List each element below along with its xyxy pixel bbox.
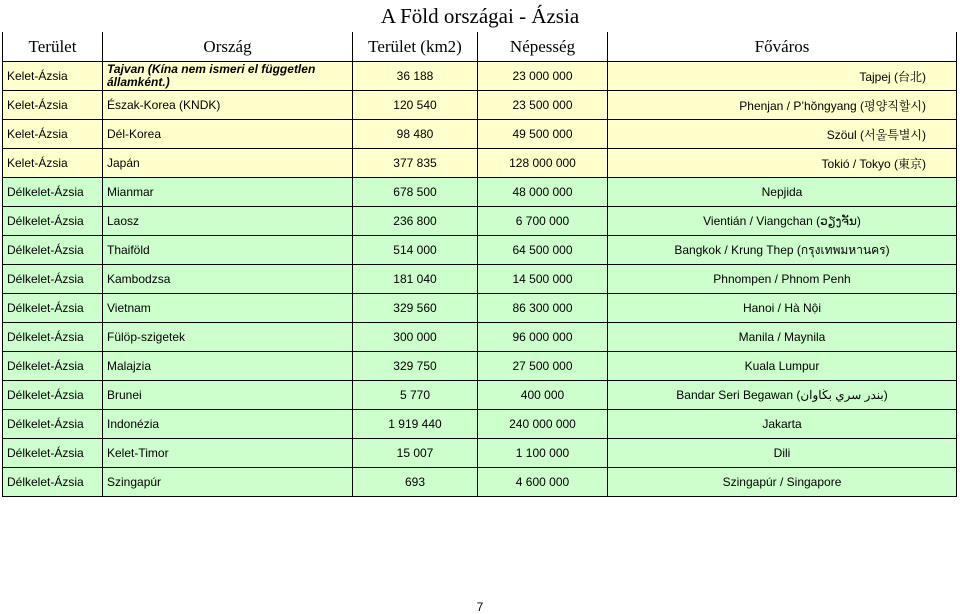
cell-region: Délkelet-Ázsia bbox=[3, 236, 103, 265]
header-region: Terület bbox=[3, 32, 103, 62]
cell-area: 15 007 bbox=[353, 439, 478, 468]
cell-country: Japán bbox=[103, 149, 353, 178]
cell-population: 4 600 000 bbox=[478, 468, 608, 497]
cell-population: 27 500 000 bbox=[478, 352, 608, 381]
header-capital: Főváros bbox=[608, 32, 957, 62]
cell-capital: Hanoi / Hà Nội bbox=[608, 294, 957, 323]
header-area: Terület (km2) bbox=[353, 32, 478, 62]
cell-capital: Szöul (서울특별시) bbox=[608, 120, 957, 149]
header-country: Ország bbox=[103, 32, 353, 62]
cell-region: Délkelet-Ázsia bbox=[3, 410, 103, 439]
cell-capital: Phenjan / P’hŏngyang (평양직할시) bbox=[608, 91, 957, 120]
cell-population: 6 700 000 bbox=[478, 207, 608, 236]
table-row bbox=[3, 265, 957, 294]
table-row bbox=[3, 91, 957, 120]
cell-area: 120 540 bbox=[353, 91, 478, 120]
table-row bbox=[3, 439, 957, 468]
cell-region: Kelet-Ázsia bbox=[3, 149, 103, 178]
cell-population: 86 300 000 bbox=[478, 294, 608, 323]
cell-capital: Bangkok / Krung Thep (กรุงเทพมหานคร) bbox=[608, 236, 957, 265]
cell-area: 98 480 bbox=[353, 120, 478, 149]
cell-area: 300 000 bbox=[353, 323, 478, 352]
cell-area: 236 800 bbox=[353, 207, 478, 236]
cell-region: Délkelet-Ázsia bbox=[3, 468, 103, 497]
cell-area: 36 188 bbox=[353, 62, 478, 91]
cell-area: 329 750 bbox=[353, 352, 478, 381]
cell-region: Délkelet-Ázsia bbox=[3, 178, 103, 207]
cell-capital: Dili bbox=[608, 439, 957, 468]
cell-capital: Tokió / Tokyo (東京) bbox=[608, 149, 957, 178]
table-row bbox=[3, 468, 957, 497]
cell-population: 128 000 000 bbox=[478, 149, 608, 178]
cell-area: 181 040 bbox=[353, 265, 478, 294]
table-row bbox=[3, 410, 957, 439]
table-row bbox=[3, 381, 957, 410]
cell-region: Délkelet-Ázsia bbox=[3, 207, 103, 236]
page-number: 7 bbox=[476, 600, 484, 614]
cell-capital: Szingapúr / Singapore bbox=[608, 468, 957, 497]
cell-capital: Tajpej (台北) bbox=[608, 62, 957, 91]
cell-region: Délkelet-Ázsia bbox=[3, 381, 103, 410]
cell-country: Laosz bbox=[103, 207, 353, 236]
cell-region: Délkelet-Ázsia bbox=[3, 294, 103, 323]
table-row bbox=[3, 149, 957, 178]
cell-country: Indonézia bbox=[103, 410, 353, 439]
table-row bbox=[3, 294, 957, 323]
table-row bbox=[3, 323, 957, 352]
table-row bbox=[3, 62, 957, 91]
cell-country: Szingapúr bbox=[103, 468, 353, 497]
cell-region: Kelet-Ázsia bbox=[3, 120, 103, 149]
cell-population: 64 500 000 bbox=[478, 236, 608, 265]
cell-capital: Kuala Lumpur bbox=[608, 352, 957, 381]
cell-region: Délkelet-Ázsia bbox=[3, 352, 103, 381]
cell-population: 1 100 000 bbox=[478, 439, 608, 468]
cell-country: Fülöp-szigetek bbox=[103, 323, 353, 352]
cell-capital: Nepjida bbox=[608, 178, 957, 207]
cell-population: 49 500 000 bbox=[478, 120, 608, 149]
cell-capital: Vientián / Viangchan (ວຽງຈັນ) bbox=[608, 207, 957, 236]
page-title: A Föld országai - Ázsia bbox=[380, 4, 580, 28]
cell-population: 240 000 000 bbox=[478, 410, 608, 439]
cell-region: Délkelet-Ázsia bbox=[3, 265, 103, 294]
cell-country: Mianmar bbox=[103, 178, 353, 207]
cell-area: 329 560 bbox=[353, 294, 478, 323]
cell-area: 5 770 bbox=[353, 381, 478, 410]
cell-population: 400 000 bbox=[478, 381, 608, 410]
table-row bbox=[3, 178, 957, 207]
cell-country: Kambodzsa bbox=[103, 265, 353, 294]
cell-capital: Jakarta bbox=[608, 410, 957, 439]
cell-population: 23 000 000 bbox=[478, 62, 608, 91]
cell-area: 514 000 bbox=[353, 236, 478, 265]
cell-country: Vietnam bbox=[103, 294, 353, 323]
table-row bbox=[3, 236, 957, 265]
cell-country: Észak-Korea (KNDK) bbox=[103, 91, 353, 120]
countries-table bbox=[2, 32, 957, 497]
table-row bbox=[3, 352, 957, 381]
cell-population: 96 000 000 bbox=[478, 323, 608, 352]
cell-country: Thaiföld bbox=[103, 236, 353, 265]
cell-capital: Manila / Maynila bbox=[608, 323, 957, 352]
table-row bbox=[3, 207, 957, 236]
cell-population: 48 000 000 bbox=[478, 178, 608, 207]
table-row bbox=[3, 120, 957, 149]
cell-capital: Phnompen / Phnom Penh bbox=[608, 265, 957, 294]
table-header-row bbox=[3, 32, 957, 62]
cell-area: 678 500 bbox=[353, 178, 478, 207]
cell-area: 1 919 440 bbox=[353, 410, 478, 439]
cell-area: 377 835 bbox=[353, 149, 478, 178]
cell-country: Tajvan (Kína nem ismeri el független államként.) bbox=[103, 62, 353, 91]
cell-country: Dél-Korea bbox=[103, 120, 353, 149]
cell-region: Kelet-Ázsia bbox=[3, 91, 103, 120]
cell-population: 23 500 000 bbox=[478, 91, 608, 120]
cell-population: 14 500 000 bbox=[478, 265, 608, 294]
cell-area: 693 bbox=[353, 468, 478, 497]
cell-country: Malajzia bbox=[103, 352, 353, 381]
cell-capital: Bandar Seri Begawan (بندر سري بڬاوان) bbox=[608, 381, 957, 410]
cell-country: Kelet-Timor bbox=[103, 439, 353, 468]
cell-region: Délkelet-Ázsia bbox=[3, 439, 103, 468]
cell-region: Kelet-Ázsia bbox=[3, 62, 103, 91]
cell-country: Brunei bbox=[103, 381, 353, 410]
cell-region: Délkelet-Ázsia bbox=[3, 323, 103, 352]
header-population: Népesség bbox=[478, 32, 608, 62]
